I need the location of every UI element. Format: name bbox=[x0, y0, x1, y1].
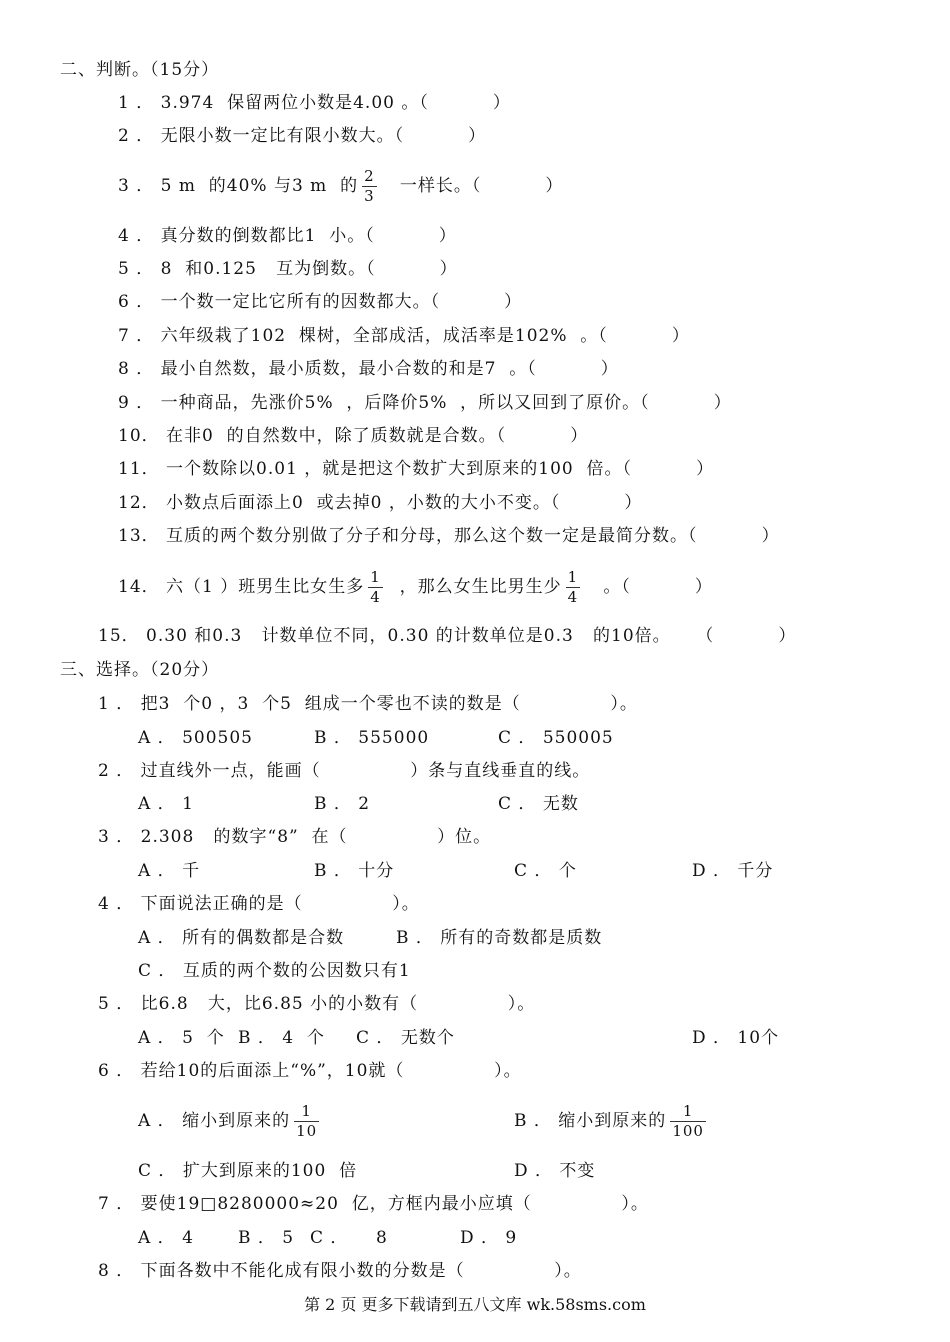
choice-q5-option-d: D ． 10个 bbox=[692, 1028, 780, 1048]
fraction-numerator: 2 bbox=[364, 167, 375, 185]
fraction-2-3 bbox=[362, 169, 377, 204]
judge-item-9: 9 ． 一种商品，先涨价5% ，后降价5% ，所以又回到了原价。（ ） bbox=[118, 393, 732, 413]
judge-item-3-text-a: 3 ． 5 m 的40% 与3 m 的 bbox=[118, 176, 359, 196]
choice-q2-option-a: A ． 1 bbox=[138, 794, 194, 814]
fraction-denominator: 3 bbox=[364, 187, 375, 205]
choice-q7-option-d: D ． 9 bbox=[460, 1228, 518, 1248]
judge-item-14-text-b: ，那么女生比男生少 bbox=[386, 577, 562, 597]
judge-item-2: 2 ． 无限小数一定比有限小数大。（ ） bbox=[118, 126, 487, 146]
option-a-text: A ． 缩小到原来的 bbox=[138, 1111, 291, 1131]
judge-item-6: 6 ． 一个数一定比它所有的因数都大。（ ） bbox=[118, 292, 523, 312]
fraction-1-4-b bbox=[566, 570, 581, 605]
judge-item-3 bbox=[118, 164, 563, 208]
fraction-denominator: 4 bbox=[370, 588, 381, 606]
judge-item-3-text-b: 一样长。（ ） bbox=[380, 176, 564, 196]
choice-q1-option-c: C ． 550005 bbox=[498, 728, 614, 748]
choice-q5-option-b: B ． 4 个 bbox=[238, 1028, 325, 1048]
choice-q5-option-c: C ． 无数个 bbox=[356, 1028, 455, 1048]
judge-item-4: 4 ． 真分数的倒数都比1 小。（ ） bbox=[118, 226, 457, 246]
choice-q4-option-c: C ． 互质的两个数的公因数只有1 bbox=[138, 961, 411, 981]
page-footer: 第 2 页 更多下载请到五八文库 wk.58sms.com bbox=[304, 1295, 646, 1314]
judge-item-15: 15． 0.30 和0.3 计数单位不同，0.30 的计数单位是0.3 的10倍。 （ ） bbox=[98, 626, 797, 646]
choice-q5-option-a: A ． 5 个 bbox=[138, 1028, 225, 1048]
choice-q6: 6 ． 若给10的后面添上“%”，10就（ ）。 bbox=[98, 1061, 522, 1081]
fraction-numerator: 1 bbox=[301, 1102, 312, 1120]
choice-q3-option-d: D ． 千分 bbox=[692, 861, 774, 881]
section-3-title: 三、选择。（20分） bbox=[60, 660, 220, 680]
choice-q2: 2 ． 过直线外一点，能画（ ）条与直线垂直的线。 bbox=[98, 761, 591, 781]
judge-item-10: 10． 在非0 的自然数中，除了质数就是合数。（ ） bbox=[118, 426, 589, 446]
judge-item-11: 11． 一个数除以0.01 ，就是把这个数扩大到原来的100 倍。（ ） bbox=[118, 459, 715, 479]
choice-q1: 1 ． 把3 个0 ，3 个5 组成一个零也不读的数是（ ）。 bbox=[98, 694, 638, 714]
choice-q6-option-d: D ． 不变 bbox=[514, 1161, 596, 1181]
choice-q4-option-b: B ． 所有的奇数都是质数 bbox=[396, 928, 603, 948]
choice-q2-option-c: C ． 无数 bbox=[498, 794, 579, 814]
choice-q4-option-a: A ． 所有的偶数都是合数 bbox=[138, 928, 345, 948]
fraction-numerator: 1 bbox=[370, 568, 381, 586]
judge-item-1: 1 ． 3.974 保留两位小数是4.00 。（ ） bbox=[118, 93, 511, 113]
fraction-denominator: 100 bbox=[672, 1122, 704, 1140]
fraction-numerator: 1 bbox=[682, 1102, 694, 1120]
choice-q4: 4 ． 下面说法正确的是（ ）。 bbox=[98, 894, 420, 914]
judge-item-14 bbox=[118, 565, 713, 609]
choice-q1-option-a: A ． 500505 bbox=[138, 728, 253, 748]
choice-q3-option-a: A ． 千 bbox=[138, 861, 201, 881]
choice-q6-option-b bbox=[514, 1099, 710, 1143]
judge-item-14-text-c: 。（ ） bbox=[584, 577, 713, 597]
fraction-1-100 bbox=[670, 1104, 706, 1139]
judge-item-13: 13． 互质的两个数分别做了分子和分母，那么这个数一定是最简分数。（ ） bbox=[118, 526, 780, 546]
choice-q3-option-c: C ． 个 bbox=[514, 861, 577, 881]
fraction-1-10 bbox=[294, 1104, 319, 1139]
judge-item-5: 5 ． 8 和0.125 互为倒数。（ ） bbox=[118, 259, 458, 279]
judge-item-14-text-a: 14． 六（1 ）班男生比女生多 bbox=[118, 577, 365, 597]
choice-q5: 5 ． 比6.8 大，比6.85 小的小数有（ ）。 bbox=[98, 994, 536, 1014]
judge-item-7: 7 ． 六年级栽了102 棵树，全部成活，成活率是102% 。（ ） bbox=[118, 326, 690, 346]
choice-q8: 8 ． 下面各数中不能化成有限小数的分数是（ ）。 bbox=[98, 1261, 582, 1281]
choice-q3: 3 ． 2.308 的数字“8” 在（ ）位。 bbox=[98, 827, 492, 847]
choice-q6-option-a bbox=[138, 1099, 323, 1143]
judge-item-8: 8 ． 最小自然数，最小质数，最小合数的和是7 。（ ） bbox=[118, 359, 619, 379]
choice-q7: 7 ． 要使19□8280000≈20 亿，方框内最小应填（ ）。 bbox=[98, 1194, 649, 1214]
option-b-text: B ． 缩小到原来的 bbox=[514, 1111, 667, 1131]
choice-q2-option-b: B ． 2 bbox=[314, 794, 371, 814]
choice-q7-option-c: C ． bbox=[310, 1228, 349, 1248]
choice-q1-option-b: B ． 555000 bbox=[314, 728, 430, 748]
judge-item-12: 12． 小数点后面添上0 或去掉0 ，小数的大小不变。（ ） bbox=[118, 493, 643, 513]
choice-q7-option-c-value: 8 bbox=[376, 1228, 388, 1248]
choice-q6-option-c: C ． 扩大到原来的100 倍 bbox=[138, 1161, 358, 1181]
fraction-denominator: 10 bbox=[296, 1122, 318, 1140]
choice-q3-option-b: B ． 十分 bbox=[314, 861, 395, 881]
section-2-title: 二、判断。（15分） bbox=[60, 60, 220, 80]
fraction-1-4 bbox=[368, 570, 383, 605]
fraction-numerator: 1 bbox=[567, 568, 579, 586]
fraction-denominator: 4 bbox=[567, 588, 579, 606]
choice-q7-option-b: B ． 5 bbox=[238, 1228, 295, 1248]
choice-q7-option-a: A ． 4 bbox=[138, 1228, 194, 1248]
